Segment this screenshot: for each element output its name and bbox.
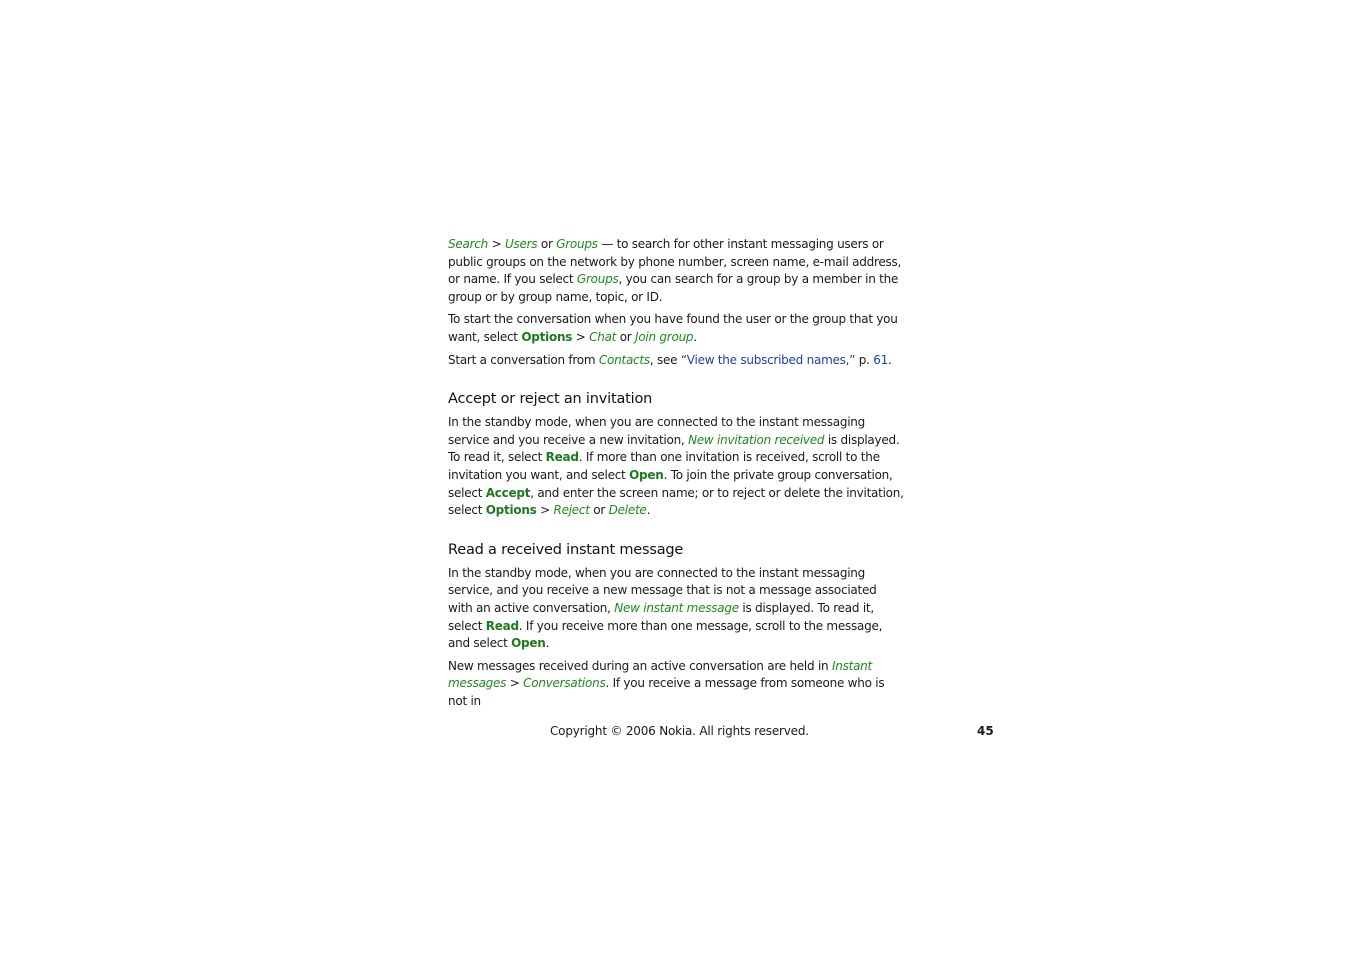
heading-read-message: Read a received instant message <box>448 541 684 558</box>
softkey-read: Read <box>545 450 579 465</box>
heading-accept-reject: Accept or reject an invitation <box>448 391 653 408</box>
softkey-options: Options <box>485 503 537 518</box>
softkey-open: Open <box>511 636 546 651</box>
paragraph-read-message: In the standby mode, when you are connected to the instant messaging service, and you receive a new message that is not a message associated with an active conversation, New instant message is displayed. To read it, select Read. If you receive more than one message, scroll to the message, and select Open. <box>448 565 883 651</box>
menu-term-delete: Delete <box>608 503 647 518</box>
menu-term-users: Users <box>504 237 538 251</box>
cross-reference-link[interactable]: “View the subscribed names,” <box>680 352 856 367</box>
softkey-options: Options <box>521 329 573 344</box>
menu-term-chat: Chat <box>589 329 617 344</box>
softkey-accept: Accept <box>485 485 531 500</box>
menu-term-contacts: Contacts <box>598 352 650 367</box>
page-number: 45 <box>977 724 994 738</box>
page-body <box>448 236 904 715</box>
menu-term-groups: Groups <box>556 237 598 251</box>
paragraph-new-messages: New messages received during an active conversation are held in Instant messages > Conversations. If you receive a message from someone who is not in <box>448 658 885 708</box>
page-reference-link[interactable]: 61 <box>873 352 889 367</box>
menu-term-groups-2: Groups <box>576 272 619 287</box>
menu-term-join-group: Join group <box>635 329 694 344</box>
menu-term-conversations: Conversations <box>523 676 606 691</box>
softkey-open: Open <box>629 467 664 482</box>
menu-term-new-invitation: New invitation received <box>688 432 825 447</box>
paragraph-start-conversation: To start the conversation when you have found the user or the group that you want, select Options > Chat or Join group. <box>448 312 898 344</box>
menu-term-search: Search <box>448 237 488 251</box>
softkey-read: Read <box>485 618 519 633</box>
copyright-notice: Copyright © 2006 Nokia. All rights reserved. <box>550 724 809 738</box>
menu-term-new-instant-message: New instant message <box>614 600 739 615</box>
paragraph-search: Search > Users or Groups — to search for other instant messaging users or public groups on the network by phone number, screen name, e-mail address, or name. If you select Groups, you can search for a group by a member in the group or by group name, topic, or ID. <box>448 237 902 304</box>
menu-term-reject: Reject <box>553 503 590 518</box>
paragraph-invitation: In the standby mode, when you are connected to the instant messaging service and you receive a new invitation, New invitation received is displayed. To read it, select Read. If more than one invitation is received, scroll to the invitation you want, and select Open. To join the private group conversation, select Accept, and enter the screen name; or to reject or delete the invitation, select Options > Reject or Delete. <box>448 415 904 518</box>
menu-term-instant-messages: Instant messages <box>448 658 872 691</box>
paragraph-contacts: Start a conversation from Contacts, see “View the subscribed names,” p. 61. <box>448 352 892 367</box>
